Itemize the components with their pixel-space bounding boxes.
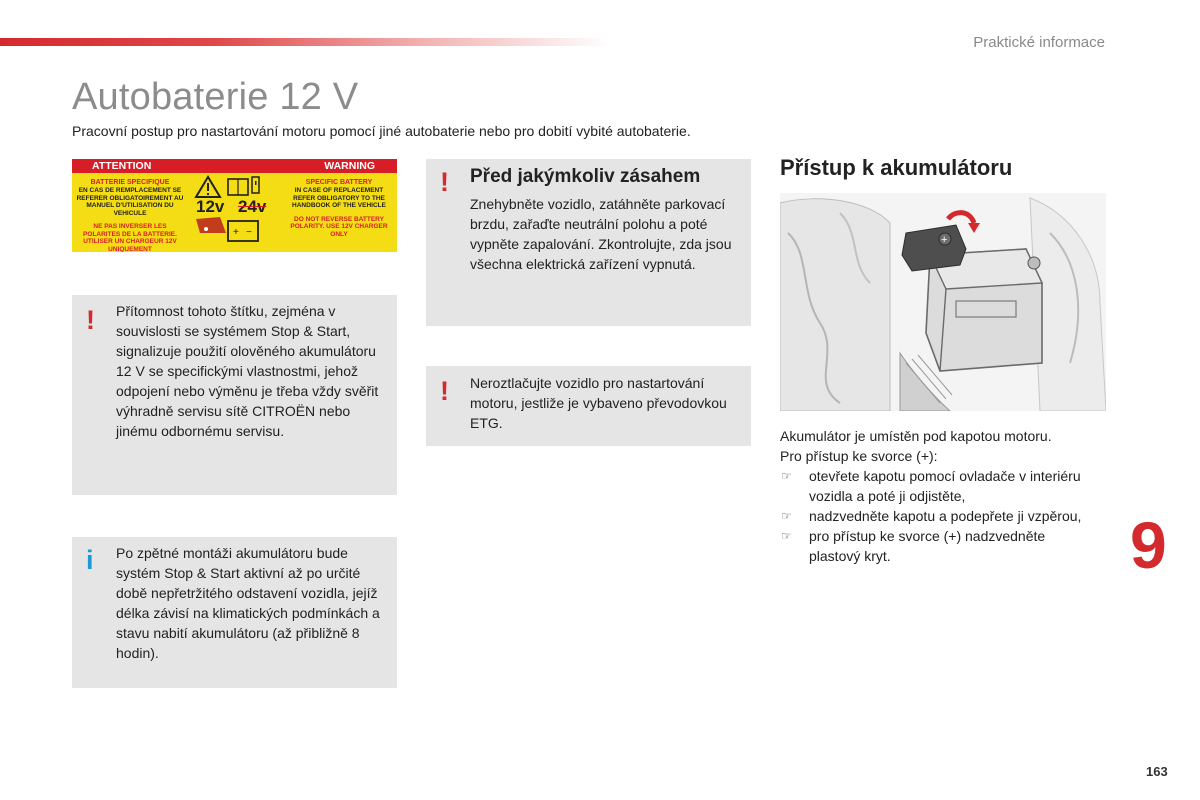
step-text: pro přístup ke svorce (+) nadzvedněte plastový kryt. — [809, 528, 1046, 564]
access-line-2: Pro přístup ke svorce (+): — [780, 448, 938, 464]
sticker-header — [72, 159, 397, 173]
sticker-left-bottom: NE PAS INVERSER LES POLARITES DE LA BATTERIE. UTILISER UN CHARGEUR 12V UNIQUEMENT — [83, 223, 177, 252]
list-item — [780, 506, 1100, 526]
info-box-stop-start — [72, 537, 397, 688]
section-header: Praktické informace — [973, 34, 1105, 51]
pointing-hand-icon: ☞ — [781, 509, 792, 523]
info-box-text: Po zpětné montáži akumulátoru bude systém Stop & Start aktivní až po určité době nepřetržitého odstavení vozidla, jejíž délka závisí na klimatických podmínkách a stavu nabití akumulátoru (až přibližně 8 hodin). — [116, 545, 380, 661]
battery-location-image — [780, 193, 1106, 411]
warning-box-text: Znehybněte vozidlo, zatáhněte parkovací brzdu, zařaďte neutrální polohu a poté vypněte zapalování. Zkontrolujte, zda jsou všechna elektrická zařízení vypnutá. — [470, 196, 732, 272]
warning-exclamation-icon: ! — [86, 305, 95, 335]
warning-box-etg — [426, 366, 751, 446]
header-accent-bar — [0, 38, 610, 46]
sticker-volt-bad: 24v — [238, 197, 267, 216]
sticker-right-top-black: IN CASE OF REPLACEMENT REFER OBLIGATORY TO THE HANDBOOK OF THE VEHICLE — [292, 187, 386, 209]
warning-box-text: Neroztlačujte vozidlo pro nastartování motoru, jestliže je vybaveno převodovkou ETG. — [470, 375, 727, 431]
step-text: otevřete kapotu pomocí ovladače v interiéru vozidla a poté ji odjistěte, — [809, 468, 1081, 504]
battery-warning-sticker — [72, 159, 397, 252]
page-title: Autobaterie 12 V — [72, 76, 359, 118]
sticker-pictograms — [194, 175, 276, 250]
access-line-1: Akumulátor je umístěn pod kapotou motoru. — [780, 428, 1052, 444]
pointing-hand-icon: ☞ — [781, 529, 792, 543]
sticker-head-left: ATTENTION — [92, 160, 152, 172]
sticker-left-top-red: BATTERIE SPECIFIQUE — [90, 179, 170, 186]
sticker-right-column — [283, 178, 395, 238]
warning-box-text: Přítomnost tohoto štítku, zejména v souvislosti se systémem Stop & Start, signalizuje použití olověného akumulátoru 12 V se specifickými vlastnostmi, jehož odpojení nebo výměnu je třeba vždy svěřit výhradně servisu sítě CITROËN nebo jinému odbornému servisu. — [116, 303, 379, 439]
sticker-left-column — [74, 178, 186, 252]
pointing-hand-icon: ☞ — [781, 469, 792, 483]
sticker-left-top-black: EN CAS DE REMPLACEMENT SE REFERER OBLIGATOIREMENT AU MANUEL D'UTILISATION DU VEHICULE — [76, 187, 184, 217]
sticker-right-bottom: DO NOT REVERSE BATTERY POLARITY. USE 12V CHARGER ONLY — [290, 215, 388, 238]
step-text: nadzvedněte kapotu a podepřete ji vzpěrou, — [809, 508, 1082, 524]
intro-text: Pracovní postup pro nastartování motoru pomocí jiné autobaterie nebo pro dobití vybité autobaterie. — [72, 123, 691, 139]
access-heading: Přístup k akumulátoru — [780, 155, 1013, 180]
warning-box-stop-start — [72, 295, 397, 495]
engine-bay-battery-icon — [780, 193, 1106, 411]
warning-exclamation-icon: ! — [440, 376, 449, 406]
sticker-head-right: WARNING — [324, 160, 375, 172]
warning-box-before-intervention — [426, 159, 751, 326]
sticker-volt-ok: 12v — [196, 197, 225, 216]
list-item — [780, 466, 1100, 506]
page-number: 163 — [1146, 764, 1168, 779]
svg-text:−: − — [246, 227, 252, 238]
access-steps — [780, 466, 1100, 566]
warning-box-title: Před jakýmkoliv zásahem — [470, 166, 701, 187]
access-instructions — [780, 426, 1100, 566]
chapter-number: 9 — [1130, 508, 1167, 582]
list-item — [780, 526, 1100, 566]
svg-text:+: + — [233, 227, 239, 238]
warning-exclamation-icon: ! — [440, 167, 449, 197]
svg-text:+: + — [941, 234, 948, 246]
info-icon: i — [86, 545, 94, 575]
sticker-right-top-red: SPECIFIC BATTERY — [305, 179, 373, 186]
